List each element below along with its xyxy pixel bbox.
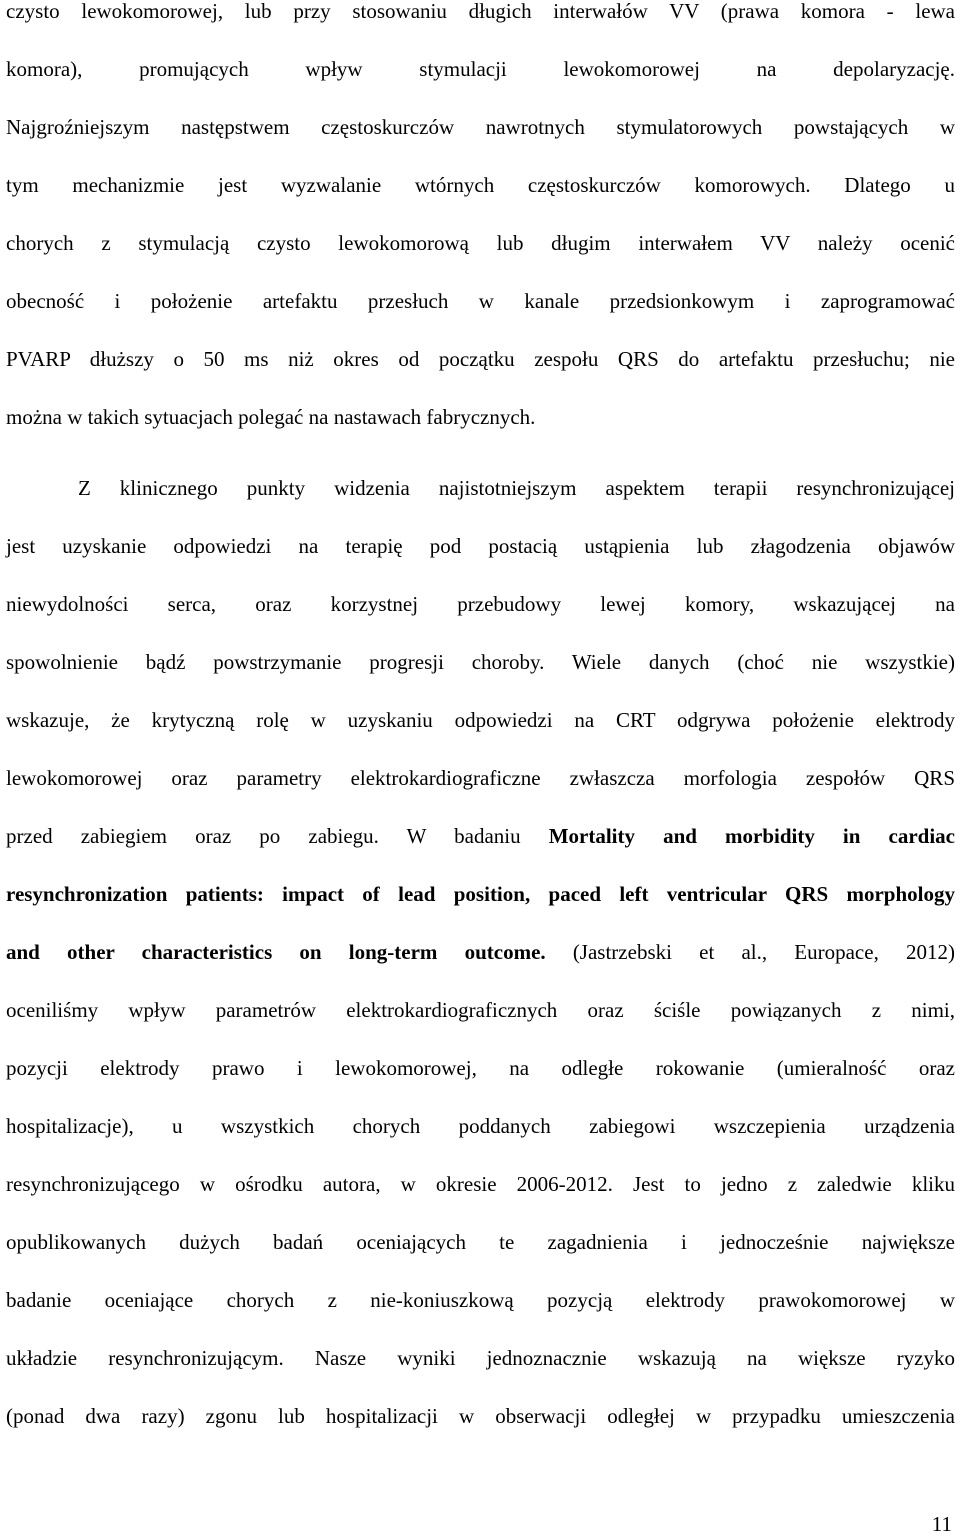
text-line: spowolnienie bądź powstrzymanie progresji choroby. Wiele danych (choć nie wszystkie) <box>6 650 955 674</box>
citation-text: (Jastrzebski et al., Europace, 2012) <box>545 940 955 964</box>
text-line: (ponad dwa razy) zgonu lub hospitalizacji w obserwacji odległej w przypadku umieszczenia <box>6 1404 955 1428</box>
text-line: resynchronizującego w ośrodku autora, w okresie 2006-2012. Jest to jedno z zaledwie kliku <box>6 1172 955 1196</box>
text-line: obecność i położenie artefaktu przesłuch w kanale przedsionkowym i zaprogramować <box>6 289 955 313</box>
page-number: 11 <box>931 1512 952 1536</box>
text-line-bold <box>6 879 955 909</box>
text-line: jest uzyskanie odpowiedzi na terapię pod postacią ustąpienia lub złagodzenia objawów <box>6 534 955 558</box>
text-line: układzie resynchronizującym. Nasze wyniki jednoznacznie wskazują na większe ryzyko <box>6 1346 955 1370</box>
text-line: komora), promujących wpływ stymulacji lewokomorowej na depolaryzację. <box>6 57 955 81</box>
text-line: tym mechanizmie jest wyzwalanie wtórnych częstoskurczów komorowych. Dlatego u <box>6 173 955 197</box>
article-title-bold: and other characteristics on long-term outcome. <box>6 940 546 964</box>
article-title-bold: resynchronization patients: impact of lead position, paced left ventricular QRS morphology <box>6 882 955 906</box>
text-line: badanie oceniające chorych z nie-koniuszkową pozycją elektrody prawokomorowej w <box>6 1288 955 1312</box>
paragraph-first-line: Z klinicznego punkty widzenia najistotniejszym aspektem terapii resynchronizującej <box>78 476 955 500</box>
text-line: hospitalizacje), u wszystkich chorych poddanych zabiegowi wszczepienia urządzenia <box>6 1114 955 1138</box>
text-line: niewydolności serca, oraz korzystnej przebudowy lewej komory, wskazującej na <box>6 592 955 616</box>
text-line: oceniliśmy wpływ parametrów elektrokardiograficznych oraz ściśle powiązanych z nimi, <box>6 998 955 1022</box>
text-line-mixed <box>6 821 955 851</box>
text-span: przed zabiegiem oraz po zabiegu. W badaniu <box>6 824 549 848</box>
article-title-bold: Mortality and morbidity in cardiac <box>548 824 955 848</box>
text-line: pozycji elektrody prawo i lewokomorowej, na odległe rokowanie (umieralność oraz <box>6 1056 955 1080</box>
text-line: można w takich sytuacjach polegać na nastawach fabrycznych. <box>6 405 536 429</box>
text-line: wskazuje, że krytyczną rolę w uzyskaniu odpowiedzi na CRT odgrywa położenie elektrody <box>6 708 955 732</box>
text-line: opublikowanych dużych badań oceniających te zagadnienia i jednocześnie największe <box>6 1230 955 1254</box>
text-line-mixed <box>6 937 955 967</box>
text-line: Najgroźniejszym następstwem częstoskurczów nawrotnych stymulatorowych powstających w <box>6 115 955 139</box>
text-line: PVARP dłuższy o 50 ms niż okres od początku zespołu QRS do artefaktu przesłuchu; nie <box>6 347 955 371</box>
text-line: czysto lewokomorowej, lub przy stosowaniu długich interwałów VV (prawa komora - lewa <box>6 0 955 23</box>
text-line: chorych z stymulacją czysto lewokomorową lub długim interwałem VV należy ocenić <box>6 231 955 255</box>
text-line: lewokomorowej oraz parametry elektrokardiograficzne zwłaszcza morfologia zespołów QRS <box>6 766 955 790</box>
